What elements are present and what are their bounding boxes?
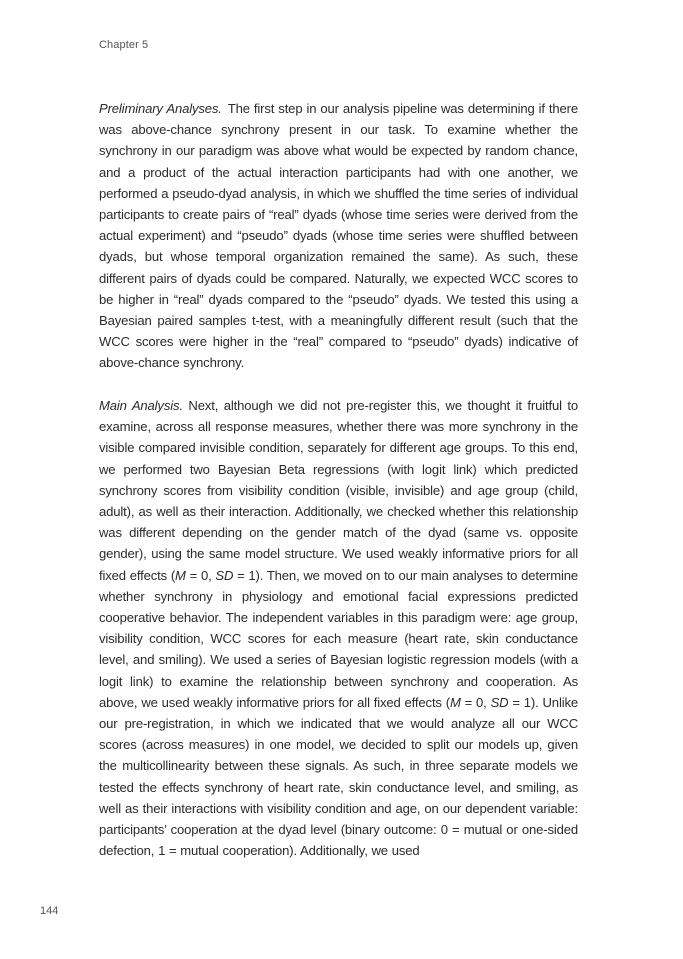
paragraph-text: = 0, (460, 694, 491, 710)
paragraph-preliminary-analyses (99, 98, 578, 374)
paragraph-text: = 1). Unlike our pre-registration, in which we indicated that we would analyze all our WCC scores (across measures) in one model, we decided to split our models up, given the multicollinearity between these signals. As such, in three separate models we tested the effects synchrony of heart rate, skin conductance level, and smiling, as well as their interactions with visibility condition and age, on our dependent variable: participants’ cooperation at the dyad level (binary outcome: 0 = mutual or one-sided defection, 1 = mutual cooperation). Additionally, we used (99, 694, 578, 859)
paragraph-main-analysis (99, 395, 578, 861)
paragraph-lead-in: Main Analysis. (99, 398, 183, 413)
stat-symbol-sd: SD (215, 567, 234, 583)
paragraph-text: The first step in our analysis pipeline was determining if there was above-chance synchrony present in our task. To examine whether the synchrony in our paradigm was above what would be expected by random chance, and a product of the actual interaction participants had with one another, we performed a pseudo-dyad analysis, in which we shuffled the time series of individual participants to create pairs of “real” dyads (whose time series were derived from the actual experiment) and “pseudo” dyads (whose time series were shuffled between dyads, but whose temporal organization remained the same). As such, these different pairs of dyads could be compared. Naturally, we expected WCC scores to be higher in “real” dyads compared to the “pseudo” dyads. We tested this using a Bayesian paired samples t-test, with a meaningfully different result (such that the WCC scores were higher in the “real” compared to “pseudo” dyads) indicative of above-chance synchrony. (99, 101, 578, 371)
paragraph-text: = 1). Then, we moved on to our main analyses to determine whether synchrony in physiology and emotional facial expressions predicted cooperative behavior. The independent variables in this paradigm were: age group, visibility condition, WCC scores for each measure (heart rate, skin conductance level, and smiling). We used a series of Bayesian logistic regression models (with a logit link) to examine the relationship between synchrony and cooperation. As above, we used weakly informative priors for all fixed effects ( (99, 567, 579, 710)
paragraph-text: = 0, (185, 567, 216, 583)
paragraph-lead-in: Preliminary Analyses. (99, 101, 222, 116)
running-header-chapter: Chapter 5 (99, 39, 149, 51)
paragraph-text: Next, although we did not pre-register this, we thought it fruitful to examine, across all response measures, whether there was more synchrony in the visible compared invisible condition, separately for different age groups. To this end, we performed two Bayesian Beta regressions (with logit link) which predicted synchrony scores from visibility condition (visible, invisible) and age group (child, adult), as well as their interaction. Additionally, we checked whether this relationship was different depending on the gender match of the dyad (same vs. opposite gender), using the same model structure. We used weakly informative priors for all fixed effects ( (99, 398, 578, 583)
stat-symbol-mean: M (175, 567, 186, 583)
stat-symbol-mean: M (449, 694, 461, 710)
page-number: 144 (40, 905, 59, 917)
stat-symbol-sd: SD (490, 694, 509, 710)
